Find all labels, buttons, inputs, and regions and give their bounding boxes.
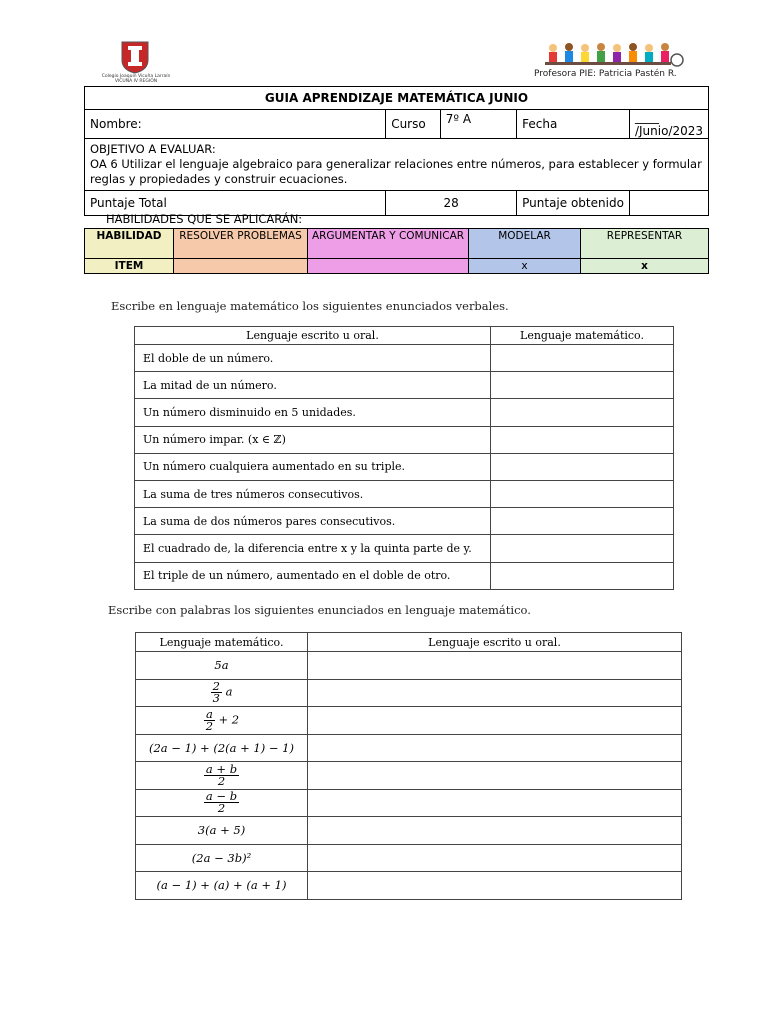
skills-mark-modelar: x	[469, 259, 581, 274]
school-crest-icon	[120, 40, 150, 74]
skills-header-representar: REPRESENTAR	[581, 229, 709, 259]
math-expression	[136, 707, 308, 735]
objective-cell	[85, 139, 709, 191]
math-expression	[136, 679, 308, 707]
verbal-statement: La mitad de un número.	[135, 372, 491, 399]
fraction-numerator: a	[205, 706, 213, 721]
answer-cell[interactable]	[308, 734, 682, 762]
answer-cell[interactable]	[308, 872, 682, 900]
obtained-label: Puntaje obtenido	[517, 191, 630, 216]
verbal-statement: El triple de un número, aumentado en el doble de otro.	[135, 562, 491, 589]
skills-header-argumentar: ARGUMENTAR Y COMUNICAR	[308, 229, 469, 259]
skills-mark-argumentar	[308, 259, 469, 274]
skills-header-resolver: RESOLVER PROBLEMAS	[174, 229, 308, 259]
math-expression	[136, 789, 308, 817]
school-name	[100, 74, 172, 84]
answer-cell[interactable]	[308, 679, 682, 707]
table-row	[136, 652, 682, 680]
section1-col1-header: Lenguaje escrito u oral.	[135, 327, 491, 345]
skills-title: HABILIDADES QUE SE APLICARÁN:	[106, 212, 303, 226]
skills-table	[84, 228, 709, 274]
section2-instruction: Escribe con palabras los siguientes enunciados en lenguaje matemático.	[108, 603, 531, 617]
table-row	[136, 679, 682, 707]
verbal-statement: El cuadrado de, la diferencia entre x y la quinta parte de y.	[135, 535, 491, 562]
verbal-statement: La suma de tres números consecutivos.	[135, 480, 491, 507]
table-row	[135, 453, 674, 480]
fraction-denominator: 2	[217, 801, 226, 816]
section1-instruction: Escribe en lenguaje matemático los siguientes enunciados verbales.	[111, 299, 509, 313]
date-value: ____ /Junio/2023	[629, 110, 708, 139]
section2-col2-header: Lenguaje escrito u oral.	[308, 633, 682, 652]
answer-cell[interactable]	[308, 789, 682, 817]
table-row	[135, 508, 674, 535]
objective-label: OBJETIVO A EVALUAR:	[90, 142, 216, 156]
math-to-verbal-table	[135, 632, 682, 900]
math-expression: (2a − 3b)²	[136, 844, 308, 872]
fraction-variable: a	[225, 684, 233, 699]
table-row	[135, 562, 674, 589]
answer-cell[interactable]	[308, 652, 682, 680]
table-row	[136, 817, 682, 845]
verbal-statement: Un número disminuido en 5 unidades.	[135, 399, 491, 426]
table-row	[135, 480, 674, 507]
skills-header-habilidad: HABILIDAD	[85, 229, 174, 259]
skills-mark-representar: x	[581, 259, 709, 274]
skills-mark-resolver	[174, 259, 308, 274]
objective-text: OA 6 Utilizar el lenguaje algebraico para generalizar relaciones entre números, para establecer y formular reglas y propiedades y construir ecuaciones.	[90, 157, 702, 186]
verbal-statement: La suma de dos números pares consecutivos.	[135, 508, 491, 535]
table-row	[135, 372, 674, 399]
fraction-numerator: a − b	[205, 789, 238, 804]
table-row	[136, 734, 682, 762]
fraction-numerator: a + b	[205, 761, 238, 776]
skills-header-modelar: MODELAR	[469, 229, 581, 259]
children-illustration-icon	[545, 42, 685, 68]
teacher-name: Profesora PIE: Patricia Pastén R.	[534, 69, 677, 79]
name-label: Nombre:	[85, 110, 386, 139]
total-value: 28	[386, 191, 517, 216]
answer-cell[interactable]	[491, 426, 674, 453]
info-table	[84, 86, 709, 216]
obtained-value[interactable]	[629, 191, 708, 216]
answer-cell[interactable]	[491, 372, 674, 399]
verbal-statement: Un número cualquiera aumentado en su triple.	[135, 453, 491, 480]
answer-cell[interactable]	[491, 562, 674, 589]
answer-cell[interactable]	[491, 508, 674, 535]
answer-cell[interactable]	[308, 707, 682, 735]
total-label: Puntaje Total	[85, 191, 386, 216]
table-row	[136, 844, 682, 872]
math-expression	[136, 762, 308, 790]
school-name-line1: Colegio Joaquín Vicuña Larraín	[101, 74, 171, 79]
answer-cell[interactable]	[491, 480, 674, 507]
section1-col2-header: Lenguaje matemático.	[491, 327, 674, 345]
table-row	[135, 535, 674, 562]
fraction-denominator: 3	[212, 691, 220, 706]
math-expression: 5a	[136, 652, 308, 680]
math-expression: 3(a + 5)	[136, 817, 308, 845]
answer-cell[interactable]	[308, 762, 682, 790]
table-row	[136, 707, 682, 735]
table-row	[136, 762, 682, 790]
table-row	[135, 345, 674, 372]
answer-cell[interactable]	[308, 817, 682, 845]
verbal-to-math-table	[134, 326, 674, 590]
school-name-line2: VICUÑA IV REGIÓN	[114, 79, 158, 84]
course-label: Curso	[386, 110, 441, 139]
answer-cell[interactable]	[491, 399, 674, 426]
fraction-denominator: 2	[217, 773, 226, 788]
fraction-denominator: 2	[205, 718, 214, 733]
table-row	[135, 399, 674, 426]
verbal-statement: El doble de un número.	[135, 345, 491, 372]
math-expression: (a − 1) + (a) + (a + 1)	[136, 872, 308, 900]
answer-cell[interactable]	[491, 453, 674, 480]
section2-col1-header: Lenguaje matemático.	[136, 633, 308, 652]
table-row	[135, 426, 674, 453]
table-row	[136, 789, 682, 817]
expression-rest: + 2	[218, 712, 240, 727]
guide-title: GUIA APRENDIZAJE MATEMÁTICA JUNIO	[85, 87, 709, 110]
verbal-statement: Un número impar. (x ∈ ℤ)	[135, 426, 491, 453]
table-row	[136, 872, 682, 900]
date-label: Fecha	[517, 110, 630, 139]
answer-cell[interactable]	[491, 345, 674, 372]
fraction-numerator: 2	[212, 679, 220, 694]
course-value: 7º A	[440, 110, 516, 139]
answer-cell[interactable]	[308, 844, 682, 872]
math-expression: (2a − 1) + (2(a + 1) − 1)	[136, 734, 308, 762]
answer-cell[interactable]	[491, 535, 674, 562]
skills-item-label: ITEM	[85, 259, 174, 274]
